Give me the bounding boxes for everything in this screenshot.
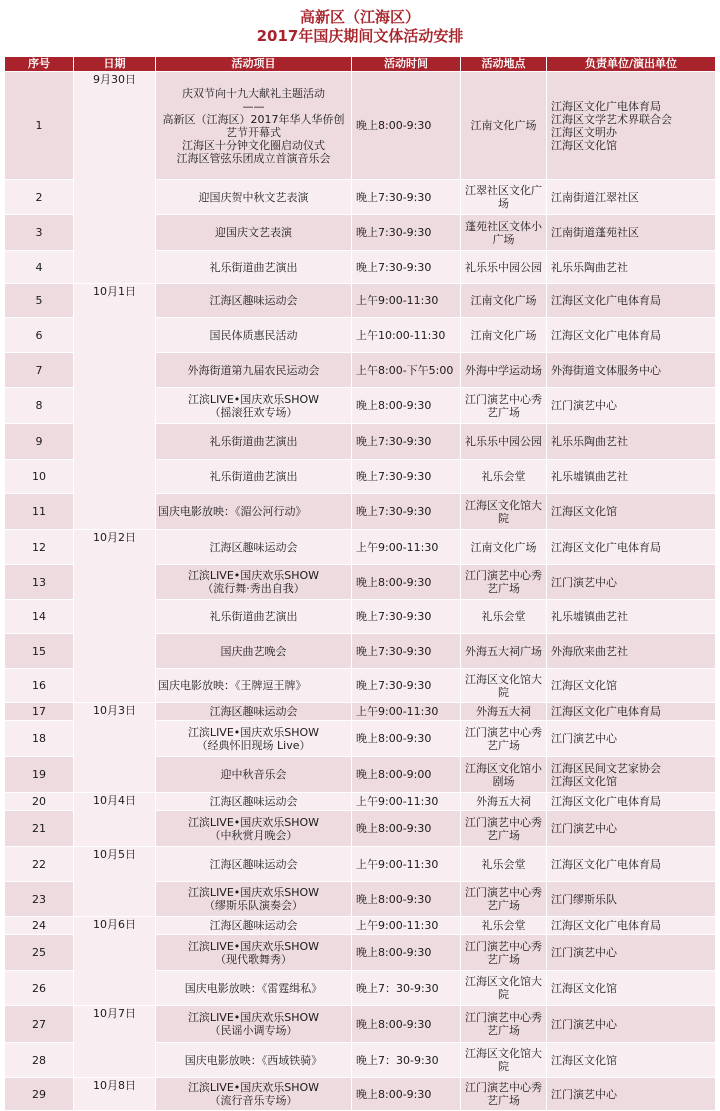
event-place: 蓬苑社区文体小广场: [461, 215, 547, 251]
event-place: 外海中学运动场: [461, 353, 547, 388]
event-name: 礼乐街道曲艺演出: [156, 600, 352, 634]
date-cell: 10月2日: [74, 530, 156, 703]
event-place: 江海区文化馆大院: [461, 669, 547, 703]
event-organizer: 江海区文化广电体育局: [547, 284, 716, 318]
row-number: 1: [5, 72, 74, 180]
event-name: 迎国庆文艺表演: [156, 215, 352, 251]
event-name: 外海街道第九届农民运动会: [156, 353, 352, 388]
event-name: 国庆电影放映：《湄公河行动》: [156, 494, 352, 530]
row-number: 13: [5, 565, 74, 600]
header-place: 活动地点: [461, 57, 547, 72]
event-time: 上午9:00-11:30: [352, 284, 461, 318]
event-organizer: 江海区文化广电体育局: [547, 793, 716, 811]
event-time: 晚上7:30-9:30: [352, 215, 461, 251]
row-number: 25: [5, 935, 74, 971]
row-number: 9: [5, 424, 74, 460]
event-organizer: 江海区文化馆: [547, 669, 716, 703]
event-name: 江海区趣味运动会: [156, 530, 352, 565]
event-name: 江海区趣味运动会: [156, 917, 352, 935]
date-cell: 10月7日: [74, 1006, 156, 1078]
event-time: 上午9:00-11:30: [352, 917, 461, 935]
event-time: 晚上8:00-9:30: [352, 1078, 461, 1111]
event-place: 礼乐乐中园公园: [461, 251, 547, 284]
event-time: 晚上8:00-9:00: [352, 757, 461, 793]
event-time: 晚上8:00-9:30: [352, 721, 461, 757]
event-time: 晚上7:30-9:30: [352, 494, 461, 530]
event-time: 晚上7:30-9:30: [352, 251, 461, 284]
table-row: [5, 703, 716, 721]
event-place: 江海区文化馆大院: [461, 971, 547, 1006]
row-number: 26: [5, 971, 74, 1006]
row-number: 24: [5, 917, 74, 935]
event-place: 江门演艺中心秀艺广场: [461, 1078, 547, 1111]
event-name: 江滨LIVE•国庆欢乐SHOW （流行音乐专场）: [156, 1078, 352, 1111]
table-row: [5, 793, 716, 811]
row-number: 20: [5, 793, 74, 811]
row-number: 12: [5, 530, 74, 565]
row-number: 28: [5, 1043, 74, 1078]
header-organizer: 负责单位/演出单位: [547, 57, 716, 72]
table-row: [5, 72, 716, 180]
header-date: 日期: [74, 57, 156, 72]
event-organizer: 江门演艺中心: [547, 721, 716, 757]
event-name: 礼乐街道曲艺演出: [156, 424, 352, 460]
row-number: 2: [5, 180, 74, 215]
document-subtitle: 2017年国庆期间文体活动安排: [256, 27, 464, 45]
event-organizer: 外海街道文体服务中心: [547, 353, 716, 388]
row-number: 17: [5, 703, 74, 721]
event-place: 江翠社区文化广场: [461, 180, 547, 215]
event-name: 国庆电影放映：《王牌逗王牌》: [156, 669, 352, 703]
event-name: 江滨LIVE•国庆欢乐SHOW （现代歌舞秀）: [156, 935, 352, 971]
row-number: 18: [5, 721, 74, 757]
event-place: 江南文化广场: [461, 318, 547, 353]
event-place: 礼乐会堂: [461, 847, 547, 882]
event-organizer: 江门演艺中心: [547, 811, 716, 847]
event-organizer: 江海区文化广电体育局: [547, 318, 716, 353]
event-time: 晚上7：30-9:30: [352, 971, 461, 1006]
date-cell: 10月8日: [74, 1078, 156, 1111]
date-cell: 10月3日: [74, 703, 156, 793]
event-organizer: 江海区文化馆: [547, 971, 716, 1006]
event-place: 江门演艺中心秀艺广场: [461, 388, 547, 424]
row-number: 7: [5, 353, 74, 388]
table-row: [5, 284, 716, 318]
row-number: 16: [5, 669, 74, 703]
event-organizer: 江南街道江翠社区: [547, 180, 716, 215]
document-header: [0, 0, 720, 46]
event-name: 江滨LIVE•国庆欢乐SHOW （经典怀旧现场 Live）: [156, 721, 352, 757]
event-organizer: 江门缪斯乐队: [547, 882, 716, 917]
event-name: 江滨LIVE•国庆欢乐SHOW （流行舞·秀出自我）: [156, 565, 352, 600]
event-organizer: 江门演艺中心: [547, 1006, 716, 1043]
event-place: 礼乐会堂: [461, 600, 547, 634]
event-organizer: 江海区民间文艺家协会 江海区文化馆: [547, 757, 716, 793]
event-place: 江南文化广场: [461, 284, 547, 318]
event-name: 礼乐街道曲艺演出: [156, 251, 352, 284]
row-number: 23: [5, 882, 74, 917]
event-place: 外海五大祠: [461, 703, 547, 721]
header-row: [5, 57, 716, 72]
event-time: 晚上8:00-9:30: [352, 935, 461, 971]
event-organizer: 礼乐墟镇曲艺社: [547, 460, 716, 494]
event-time: 晚上7：30-9:30: [352, 1043, 461, 1078]
event-time: 晚上8:00-9:30: [352, 882, 461, 917]
row-number: 19: [5, 757, 74, 793]
row-number: 15: [5, 634, 74, 669]
event-organizer: 江门演艺中心: [547, 935, 716, 971]
event-organizer: 外海欣来曲艺社: [547, 634, 716, 669]
event-place: 江海区文化馆大院: [461, 494, 547, 530]
event-organizer: 礼乐乐陶曲艺社: [547, 251, 716, 284]
event-organizer: 礼乐墟镇曲艺社: [547, 600, 716, 634]
row-number: 4: [5, 251, 74, 284]
row-number: 27: [5, 1006, 74, 1043]
date-cell: 10月6日: [74, 917, 156, 1006]
event-organizer: 江海区文化馆: [547, 494, 716, 530]
event-name: 迎中秋音乐会: [156, 757, 352, 793]
event-name: 迎国庆贺中秋文艺表演: [156, 180, 352, 215]
table-row: [5, 1078, 716, 1111]
event-name: 庆双节向十九大献礼主题活动 —— 高新区（江海区）2017年华人华侨创艺节开幕式 江海区十分钟文化圈启动仪式 江海区管弦乐团成立首演音乐会: [156, 72, 352, 180]
event-time: 晚上8:00-9:30: [352, 1006, 461, 1043]
event-place: 外海五大祠: [461, 793, 547, 811]
schedule-table: [4, 56, 716, 1111]
row-number: 8: [5, 388, 74, 424]
event-organizer: 江海区文化广电体育局: [547, 847, 716, 882]
row-number: 21: [5, 811, 74, 847]
event-time: 上午9:00-11:30: [352, 530, 461, 565]
event-place: 江海区文化馆小剧场: [461, 757, 547, 793]
document-title: 高新区（江海区）: [299, 8, 420, 26]
row-number: 14: [5, 600, 74, 634]
event-name: 国庆电影放映：《西域铁骑》: [156, 1043, 352, 1078]
event-time: 晚上7:30-9:30: [352, 460, 461, 494]
event-time: 晚上8:00-9:30: [352, 72, 461, 180]
event-place: 江门演艺中心秀艺广场: [461, 811, 547, 847]
event-organizer: 江海区文化广电体育局: [547, 703, 716, 721]
row-number: 10: [5, 460, 74, 494]
event-time: 上午9:00-11:30: [352, 703, 461, 721]
event-place: 江南文化广场: [461, 530, 547, 565]
header-time: 活动时间: [352, 57, 461, 72]
date-cell: 10月4日: [74, 793, 156, 847]
row-number: 22: [5, 847, 74, 882]
event-name: 江滨LIVE•国庆欢乐SHOW （摇滚狂欢专场）: [156, 388, 352, 424]
event-organizer: 礼乐乐陶曲艺社: [547, 424, 716, 460]
event-organizer: 江门演艺中心: [547, 388, 716, 424]
event-time: 晚上7:30-9:30: [352, 180, 461, 215]
event-time: 上午9:00-11:30: [352, 847, 461, 882]
event-place: 外海五大祠广场: [461, 634, 547, 669]
event-time: 上午10:00-11:30: [352, 318, 461, 353]
header-no: 序号: [5, 57, 74, 72]
date-cell: 10月5日: [74, 847, 156, 917]
event-time: 晚上7:30-9:30: [352, 669, 461, 703]
date-cell: 9月30日: [74, 72, 156, 284]
event-name: 礼乐街道曲艺演出: [156, 460, 352, 494]
row-number: 11: [5, 494, 74, 530]
row-number: 6: [5, 318, 74, 353]
table-row: [5, 917, 716, 935]
event-name: 江海区趣味运动会: [156, 793, 352, 811]
event-name: 江海区趣味运动会: [156, 284, 352, 318]
event-name: 江滨LIVE•国庆欢乐SHOW （民谣小调专场）: [156, 1006, 352, 1043]
header-event: 活动项目: [156, 57, 352, 72]
table-row: [5, 530, 716, 565]
event-organizer: 江海区文化广电体育局: [547, 917, 716, 935]
row-number: 3: [5, 215, 74, 251]
event-time: 晚上8:00-9:30: [352, 388, 461, 424]
event-place: 礼乐会堂: [461, 917, 547, 935]
event-name: 江海区趣味运动会: [156, 703, 352, 721]
table-row: [5, 1006, 716, 1043]
event-name: 国庆曲艺晚会: [156, 634, 352, 669]
event-place: 江海区文化馆大院: [461, 1043, 547, 1078]
event-place: 江门演艺中心秀艺广场: [461, 882, 547, 917]
event-organizer: 江海区文化馆: [547, 1043, 716, 1078]
event-name: 江海区趣味运动会: [156, 847, 352, 882]
event-name: 国庆电影放映：《雷霆缉私》: [156, 971, 352, 1006]
event-organizer: 江海区文化广电体育局 江海区文学艺术界联合会 江海区文明办 江海区文化馆: [547, 72, 716, 180]
event-time: 晚上7:30-9:30: [352, 634, 461, 669]
event-time: 上午9:00-11:30: [352, 793, 461, 811]
event-place: 江门演艺中心秀艺广场: [461, 1006, 547, 1043]
event-time: 上午8:00-下午5:00: [352, 353, 461, 388]
event-organizer: 江南街道蓬苑社区: [547, 215, 716, 251]
event-name: 国民体质惠民活动: [156, 318, 352, 353]
schedule-body: [5, 72, 716, 1111]
event-place: 礼乐会堂: [461, 460, 547, 494]
event-organizer: 江门演艺中心: [547, 1078, 716, 1111]
event-place: 江门演艺中心秀艺广场: [461, 935, 547, 971]
event-time: 晚上8:00-9:30: [352, 565, 461, 600]
date-cell: 10月1日: [74, 284, 156, 530]
event-name: 江滨LIVE•国庆欢乐SHOW （缪斯乐队演奏会）: [156, 882, 352, 917]
event-place: 礼乐乐中园公园: [461, 424, 547, 460]
event-place: 江门演艺中心秀艺广场: [461, 565, 547, 600]
row-number: 5: [5, 284, 74, 318]
event-place: 江南文化广场: [461, 72, 547, 180]
row-number: 29: [5, 1078, 74, 1111]
event-time: 晚上8:00-9:30: [352, 811, 461, 847]
event-time: 晚上7:30-9:30: [352, 424, 461, 460]
table-row: [5, 847, 716, 882]
event-time: 晚上7:30-9:30: [352, 600, 461, 634]
event-organizer: 江海区文化广电体育局: [547, 530, 716, 565]
event-organizer: 江门演艺中心: [547, 565, 716, 600]
event-place: 江门演艺中心秀艺广场: [461, 721, 547, 757]
event-name: 江滨LIVE•国庆欢乐SHOW （中秋赏月晚会）: [156, 811, 352, 847]
